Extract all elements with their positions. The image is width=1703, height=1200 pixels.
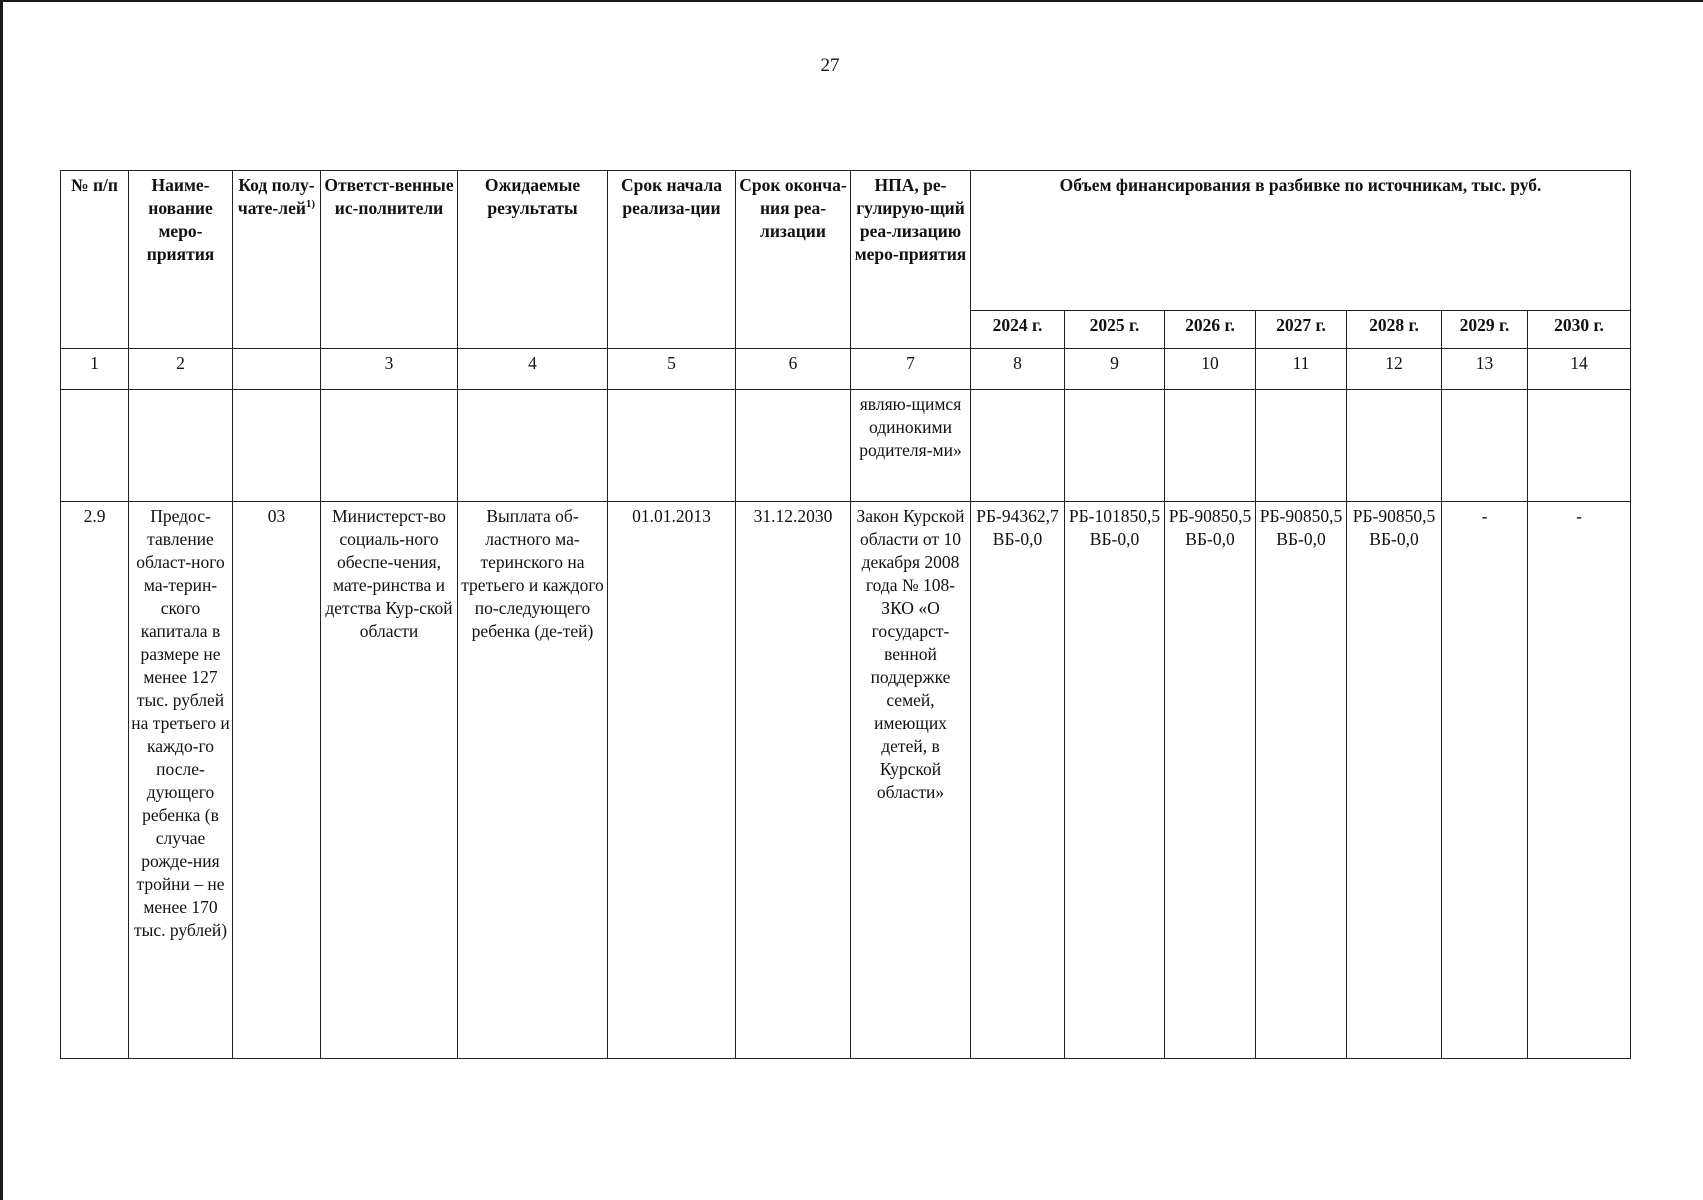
header-start: Срок начала реализа-ции — [608, 171, 736, 349]
row-funding-2030: - — [1528, 502, 1631, 1059]
column-number: 7 — [851, 349, 971, 390]
row-start-cell: 01.01.2013 — [608, 502, 736, 1059]
row-funding-2024: РБ-94362,7 ВБ-0,0 — [971, 502, 1065, 1059]
column-number: 2 — [129, 349, 233, 390]
row-code-cell: 03 — [233, 502, 321, 1059]
column-number-row — [61, 349, 1631, 390]
row-num-cell: 2.9 — [61, 502, 129, 1059]
header-year-2030: 2030 г. — [1528, 311, 1631, 349]
column-number: 9 — [1065, 349, 1165, 390]
page-number: 27 — [820, 55, 840, 76]
header-code-text: Код полу-чате-лей — [237, 175, 315, 218]
header-year-2028: 2028 г. — [1347, 311, 1442, 349]
row-npa-cell: Закон Курской области от 10 декабря 2008 года № 108-ЗКО «О государст-венной поддержке семей, имеющих детей, в Курской области» — [851, 502, 971, 1059]
header-year-2025: 2025 г. — [1065, 311, 1165, 349]
row-funding-2027: РБ-90850,5 ВБ-0,0 — [1256, 502, 1347, 1059]
column-number: 12 — [1347, 349, 1442, 390]
continuation-row — [61, 390, 1631, 502]
header-results: Ожидаемые результаты — [458, 171, 608, 349]
header-executors: Ответст-венные ис-полнители — [321, 171, 458, 349]
header-year-2027: 2027 г. — [1256, 311, 1347, 349]
table-cell — [61, 390, 129, 502]
header-end: Срок оконча-ния реа-лизации — [736, 171, 851, 349]
financing-table — [60, 170, 1631, 1059]
column-number: 10 — [1165, 349, 1256, 390]
table-cell — [736, 390, 851, 502]
header-name: Наиме-нование меро-приятия — [129, 171, 233, 349]
row-executors-cell: Министерст-во социаль-ного обеспе-чения, мате-ринства и детства Кур-ской области — [321, 502, 458, 1059]
table-row-2-9 — [61, 502, 1631, 1059]
header-funding: Объем финансирования в разбивке по источникам, тыс. руб. — [971, 171, 1631, 311]
column-number — [233, 349, 321, 390]
column-number: 13 — [1442, 349, 1528, 390]
column-number: 3 — [321, 349, 458, 390]
table-cell — [971, 390, 1065, 502]
table-cell — [1065, 390, 1165, 502]
row-funding-2028: РБ-90850,5 ВБ-0,0 — [1347, 502, 1442, 1059]
row-funding-2026: РБ-90850,5 ВБ-0,0 — [1165, 502, 1256, 1059]
scan-left-edge — [0, 0, 3, 1200]
column-number: 8 — [971, 349, 1065, 390]
table-cell — [608, 390, 736, 502]
header-year-2026: 2026 г. — [1165, 311, 1256, 349]
table-cell — [1165, 390, 1256, 502]
header-year-2029: 2029 г. — [1442, 311, 1528, 349]
table-cell — [1347, 390, 1442, 502]
column-number: 4 — [458, 349, 608, 390]
column-number: 1 — [61, 349, 129, 390]
column-number: 5 — [608, 349, 736, 390]
row-results-cell: Выплата об-ластного ма-теринского на третьего и каждого по-следующего ребенка (де-тей) — [458, 502, 608, 1059]
column-number: 11 — [1256, 349, 1347, 390]
table-cell — [1528, 390, 1631, 502]
column-number: 14 — [1528, 349, 1631, 390]
row-funding-2029: - — [1442, 502, 1528, 1059]
table-cell — [1256, 390, 1347, 502]
header-row-main — [61, 171, 1631, 311]
table-cell — [1442, 390, 1528, 502]
table-cell — [458, 390, 608, 502]
row-end-cell: 31.12.2030 — [736, 502, 851, 1059]
continuation-npa-cell: являю-щимся одинокими родителя-ми» — [851, 390, 971, 502]
table-cell — [233, 390, 321, 502]
header-code — [233, 171, 321, 349]
row-name-cell: Предос-тавление област-ного ма-терин-ского капитала в размере не менее 127 тыс. рублей на третьего и каждо-го после-дующего ребенка (в случае рожде-ния тройни – не менее 170 тыс. рублей) — [129, 502, 233, 1059]
table-cell — [321, 390, 458, 502]
scan-top-edge — [0, 0, 1703, 2]
column-number: 6 — [736, 349, 851, 390]
header-npa: НПА, ре-гулирую-щий реа-лизацию меро-приятия — [851, 171, 971, 349]
header-num: № п/п — [61, 171, 129, 349]
header-code-footnote: 1) — [305, 198, 316, 211]
row-funding-2025: РБ-101850,5 ВБ-0,0 — [1065, 502, 1165, 1059]
header-year-2024: 2024 г. — [971, 311, 1065, 349]
table-cell — [129, 390, 233, 502]
